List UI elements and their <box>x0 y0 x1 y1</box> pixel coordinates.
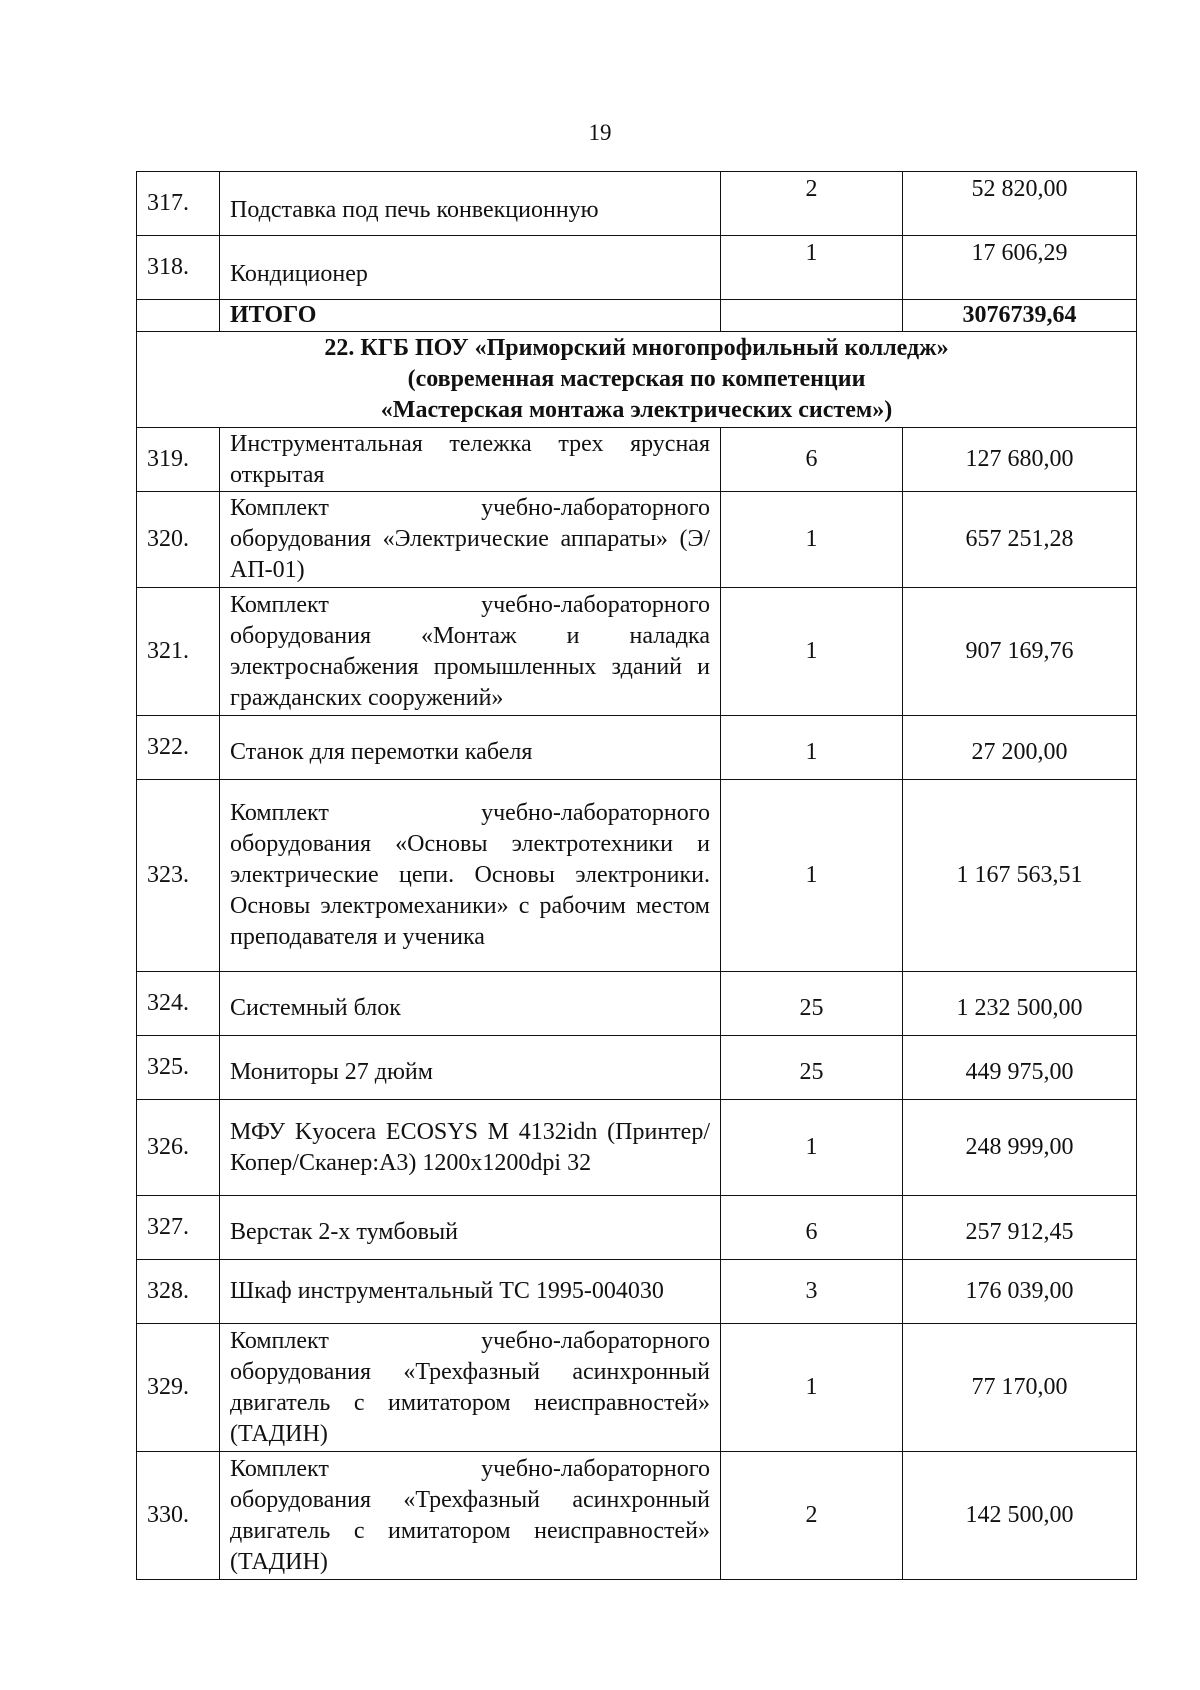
item-quantity: 1 <box>721 780 903 972</box>
table-row <box>137 1452 1137 1580</box>
table-row <box>137 780 1137 972</box>
item-quantity: 25 <box>721 972 903 1036</box>
item-quantity: 1 <box>721 716 903 780</box>
item-quantity: 6 <box>721 1196 903 1260</box>
item-name: Подставка под печь конвекционную <box>220 172 721 236</box>
item-sum: 127 680,00 <box>903 428 1137 492</box>
section-title-line: «Мастерская монтажа электрических систем») <box>380 397 893 423</box>
row-number: 329. <box>137 1324 220 1452</box>
item-name: Станок для перемотки кабеля <box>220 716 721 780</box>
table-row <box>137 588 1137 716</box>
item-sum: 1 232 500,00 <box>903 972 1137 1036</box>
row-number: 327. <box>137 1196 220 1260</box>
item-name: Мониторы 27 дюйм <box>220 1036 721 1100</box>
total-sum: 3076739,64 <box>903 300 1137 332</box>
section-header-row <box>137 332 1137 428</box>
item-quantity: 2 <box>721 1452 903 1580</box>
row-number: 321. <box>137 588 220 716</box>
row-number: 324. <box>137 972 220 1036</box>
item-quantity: 25 <box>721 1036 903 1100</box>
item-sum: 52 820,00 <box>903 172 1137 236</box>
total-empty-cell <box>721 300 903 332</box>
table-row <box>137 1260 1137 1324</box>
item-sum: 77 170,00 <box>903 1324 1137 1452</box>
total-row <box>137 300 1137 332</box>
item-sum: 17 606,29 <box>903 236 1137 300</box>
section-title-line: (современная мастерская по компетенции <box>407 366 866 392</box>
item-quantity: 2 <box>721 172 903 236</box>
row-number: 330. <box>137 1452 220 1580</box>
table-row <box>137 172 1137 236</box>
item-name: Комплект учебно-лабораторного оборудования «Монтаж и наладка электроснабжения промышленных зданий и гражданских сооружений» <box>220 588 721 716</box>
total-label: ИТОГО <box>220 300 721 332</box>
table-row <box>137 972 1137 1036</box>
item-quantity: 1 <box>721 236 903 300</box>
table-row <box>137 1196 1137 1260</box>
row-number: 322. <box>137 716 220 780</box>
page-number: 19 <box>588 120 612 145</box>
table-row <box>137 492 1137 588</box>
item-name: Верстак 2-х тумбовый <box>220 1196 721 1260</box>
total-empty-cell <box>137 300 220 332</box>
equipment-table <box>136 171 1137 1580</box>
item-sum: 176 039,00 <box>903 1260 1137 1324</box>
item-quantity: 1 <box>721 1324 903 1452</box>
item-quantity: 6 <box>721 428 903 492</box>
item-name: Комплект учебно-лабораторного оборудования «Трехфазный асинхронный двигатель с имитатором неисправностей» (ТАДИН) <box>220 1452 721 1580</box>
item-quantity: 1 <box>721 492 903 588</box>
table-row <box>137 1100 1137 1196</box>
section-title <box>137 332 1137 428</box>
table-row <box>137 716 1137 780</box>
item-name: Комплект учебно-лабораторного оборудования «Основы электротехники и электрические цепи. Основы электроники. Основы электромеханики» с рабочим местом преподавателя и ученика <box>220 780 721 972</box>
item-name: Шкаф инструментальный ТС 1995-004030 <box>220 1260 721 1324</box>
item-name: Комплект учебно-лабораторного оборудования «Трехфазный асинхронный двигатель с имитатором неисправностей» (ТАДИН) <box>220 1324 721 1452</box>
item-sum: 27 200,00 <box>903 716 1137 780</box>
item-quantity: 1 <box>721 588 903 716</box>
item-sum: 449 975,00 <box>903 1036 1137 1100</box>
section-title-line: 22. КГБ ПОУ «Приморский многопрофильный колледж» <box>324 335 949 361</box>
item-name: Кондиционер <box>220 236 721 300</box>
row-number: 320. <box>137 492 220 588</box>
item-sum: 907 169,76 <box>903 588 1137 716</box>
item-name: Инструментальная тележка трех ярусная открытая <box>220 428 721 492</box>
item-name: Комплект учебно-лабораторного оборудования «Электрические аппараты» (Э/АП-01) <box>220 492 721 588</box>
item-sum: 1 167 563,51 <box>903 780 1137 972</box>
table-row <box>137 1036 1137 1100</box>
item-name: МФУ Kyocera ECOSYS M 4132idn (Принтер/Копер/Сканер:А3) 1200x1200dpi 32 <box>220 1100 721 1196</box>
row-number: 328. <box>137 1260 220 1324</box>
row-number: 325. <box>137 1036 220 1100</box>
row-number: 323. <box>137 780 220 972</box>
row-number: 326. <box>137 1100 220 1196</box>
item-sum: 657 251,28 <box>903 492 1137 588</box>
item-quantity: 1 <box>721 1100 903 1196</box>
row-number: 317. <box>137 172 220 236</box>
row-number: 318. <box>137 236 220 300</box>
item-sum: 248 999,00 <box>903 1100 1137 1196</box>
table-row <box>137 1324 1137 1452</box>
table-row <box>137 428 1137 492</box>
row-number: 319. <box>137 428 220 492</box>
item-quantity: 3 <box>721 1260 903 1324</box>
item-sum: 142 500,00 <box>903 1452 1137 1580</box>
item-name: Системный блок <box>220 972 721 1036</box>
item-sum: 257 912,45 <box>903 1196 1137 1260</box>
table-row <box>137 236 1137 300</box>
